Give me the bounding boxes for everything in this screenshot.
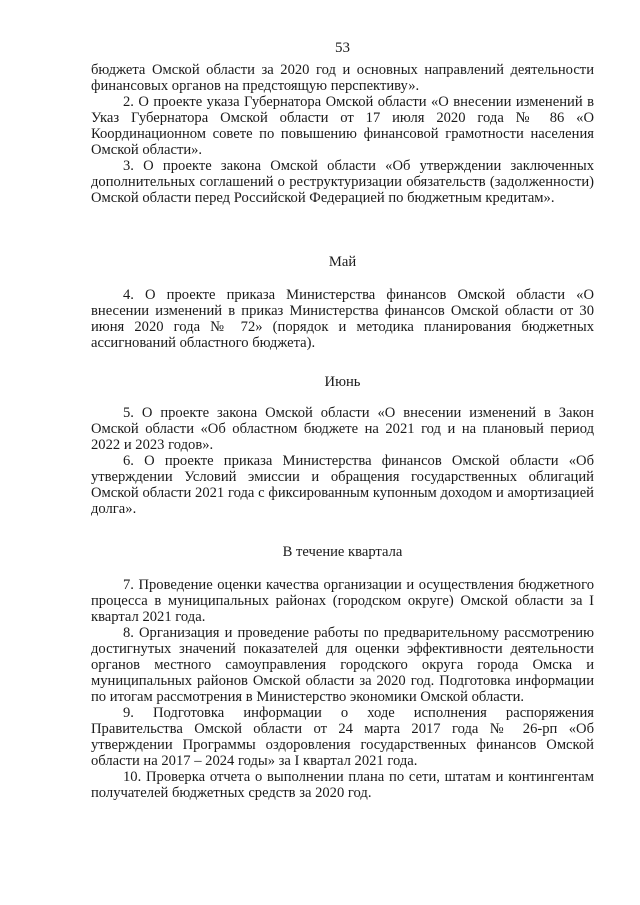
section-heading-june: Июнь	[324, 374, 361, 390]
paragraph-continuation: бюджета Омской области за 2020 год и основных направлений деятельности финансовых органов на предстоящую перспективу».	[91, 62, 594, 94]
section-heading-quarter: В течение квартала	[282, 544, 403, 560]
paragraph-item-10: 10. Проверка отчета о выполнении плана по сети, штатам и контингентам получателей бюджетных средств за 2020 год.	[91, 769, 594, 801]
paragraph-item-4: 4. О проекте приказа Министерства финансов Омской области «О внесении изменений в приказ Министерства финансов Омской области от 30 июня 2020 года № 72» (порядок и методика планирования бюджетных ассигнований областного бюджета).	[91, 287, 594, 351]
page-number: 53	[335, 40, 350, 56]
paragraph-item-9: 9. Подготовка информации о ходе исполнения распоряжения Правительства Омской области от 24 марта 2017 года № 26-рп «Об утверждении Программы оздоровления государственных финансов Омской области на 2017 – 2024 годы» за I квартал 2021 года.	[91, 705, 594, 769]
paragraph-item-8: 8. Организация и проведение работы по предварительному рассмотрению достигнутых значений показателей для оценки эффективности деятельности органов местного самоуправления городского округа города Омска и муниципальных районов Омской области за 2020 год. Подготовка информации по итогам рассмотрения в Министерство экономики Омской области.	[91, 625, 594, 705]
section-may	[91, 287, 594, 351]
section-heading-may: Май	[328, 254, 357, 270]
section-intro	[91, 62, 594, 206]
paragraph-item-3: 3. О проекте закона Омской области «Об утверждении заключенных дополнительных соглашений о реструктуризации обязательств (задолженности) Омской области перед Российской Федерацией по бюджетным кредитам».	[91, 158, 594, 206]
section-quarter	[91, 577, 594, 801]
paragraph-item-7: 7. Проведение оценки качества организации и осуществления бюджетного процесса в муниципальных районах (городском округе) Омской области за I квартал 2021 года.	[91, 577, 594, 625]
section-june	[91, 405, 594, 517]
paragraph-item-6: 6. О проекте приказа Министерства финансов Омской области «Об утверждении Условий эмиссии и обращения государственных облигаций Омской области 2021 года с фиксированным купонным доходом и амортизацией долга».	[91, 453, 594, 517]
paragraph-item-2: 2. О проекте указа Губернатора Омской области «О внесении изменений в Указ Губернатора Омской области от 17 июля 2020 года № 86 «О Координационном совете по повышению финансовой грамотности населения Омской области».	[91, 94, 594, 158]
paragraph-item-5: 5. О проекте закона Омской области «О внесении изменений в Закон Омской области «Об областном бюджете на 2021 год и на плановый период 2022 и 2023 годов».	[91, 405, 594, 453]
